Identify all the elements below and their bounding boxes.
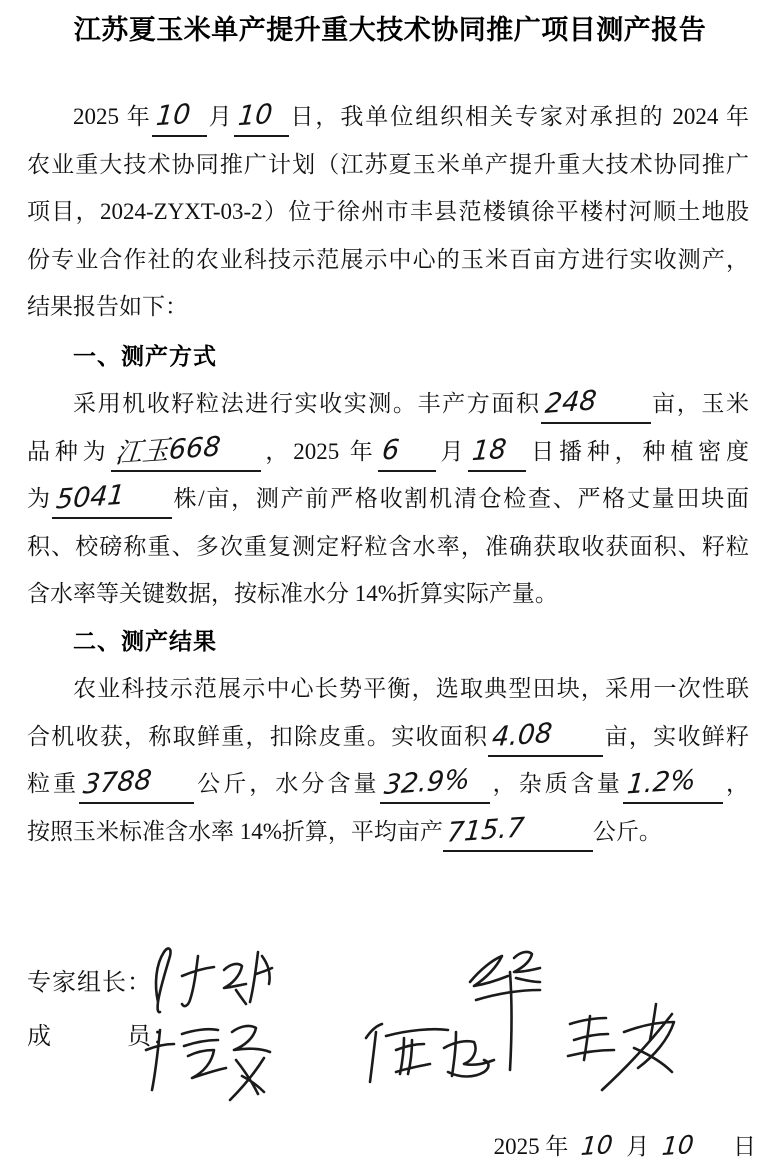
fill-harvest-area [488,717,603,757]
text-segment: 为 [27,486,52,511]
text-segment: ，杂质含量 [489,771,623,796]
text-segment: 月 [206,104,234,129]
text-segment: 公斤。 [592,818,662,844]
handwritten-value: 32.9% [382,763,471,802]
handwritten-value: 江玉668 [113,430,222,470]
text-segment: 2025 年 [73,104,152,129]
text-segment: ，2025 年 [260,438,378,464]
text-segment: 公斤，水分含量 [194,771,380,796]
signature-member-3 [452,948,564,1076]
handwritten-value: 1.2% [625,764,697,801]
section2-body [27,665,749,855]
section1-heading-block [27,333,749,381]
fill-report-day [234,98,289,137]
text-line [27,93,749,141]
handwritten-value: 5041 [54,479,126,516]
handwritten-month: 10 [580,1129,615,1162]
date-day-label: 日 [733,1134,756,1159]
text-line: 项目，2024-ZYXT-03-2）位于徐州市丰县范楼镇徐平楼村河顺土地股 [27,199,749,224]
text-line [27,760,749,808]
text-segment: 粒重 [27,771,80,796]
footer-date [494,1122,756,1169]
section2-heading: 二、测产结果 [73,628,217,654]
text-segment: 亩，玉米 [650,391,750,416]
text-segment: ， [722,771,750,796]
text-line [27,808,749,856]
section1-heading: 一、测产方式 [73,343,217,369]
handwritten-value: 10 [236,98,274,133]
text-segment: 按照玉米标准含水率 14%折算，平均亩产 [27,818,443,844]
handwritten-value: 10 [154,98,192,133]
text-segment: 合机收获，称取鲜重，扣除皮重。实收面积 [27,723,489,749]
fill-plot-area [541,385,651,424]
text-segment: 亩，实收鲜籽 [603,723,750,749]
text-line [27,713,749,761]
text-line: 农业科技示范展示中心长势平衡，选取典型田块，采用一次性联 [73,676,749,701]
intro-paragraph [27,93,749,331]
signature-member-1 [138,1012,280,1104]
section1-body [27,380,749,618]
handwritten-value: 248 [543,385,598,420]
text-segment: 日播种，种植密度 [526,438,750,464]
fill-sow-month [378,433,436,472]
fill-fresh-weight [79,764,194,804]
handwritten-value: 4.08 [491,717,554,753]
report-title: 江苏夏玉米单产提升重大技术协同推广项目测产报告 [73,15,707,45]
handwritten-value: 18 [471,433,509,467]
signature-expert-leader [148,940,278,1015]
text-line: 份专业合作社的农业科技示范展示中心的玉米百亩方进行实收测产， [27,246,749,272]
text-line: 结果报告如下： [27,294,188,319]
section2-heading-block [27,618,749,666]
text-line [27,475,749,523]
text-line: 农业重大技术协同推广计划（江苏夏玉米单产提升重大技术协同推广 [27,151,749,177]
text-line [27,380,749,428]
handwritten-value: 3788 [81,764,154,801]
text-line: 积、校磅称重、多次重复测定籽粒含水率，准确获取收获面积、籽粒 [27,533,749,559]
text-line: 含水率等关键数据，按标准水分 14%折算实际产量。 [27,581,558,606]
fill-sow-day [468,433,526,472]
fill-avg-yield [443,811,593,852]
fill-impurity [623,764,723,804]
expert-leader-label: 专家组长： [27,970,152,996]
handwritten-day: 10 [660,1129,696,1162]
fill-report-month [152,98,207,137]
members-label: 成 员： [27,1024,177,1050]
text-segment: 月 [435,438,469,464]
fill-density [52,479,172,519]
date-year: 2025 年 [493,1134,569,1159]
text-segment: 日，我单位组织相关专家对承担的 2024 年 [288,104,750,129]
handwritten-value: 6 [380,433,401,467]
text-segment: 品种为 [27,438,111,464]
date-month-label: 月 [626,1134,650,1159]
handwritten-value: 715.7 [445,811,526,849]
text-segment: 采用机收籽粒法进行实收实测。丰产方面积 [73,391,541,416]
text-line [27,428,749,476]
fill-variety [111,430,261,472]
fill-moisture [380,763,490,804]
text-segment: 株/亩，测产前严格收割机清仓检查、严格丈量田块面 [171,486,750,511]
signature-member-4 [556,998,694,1093]
